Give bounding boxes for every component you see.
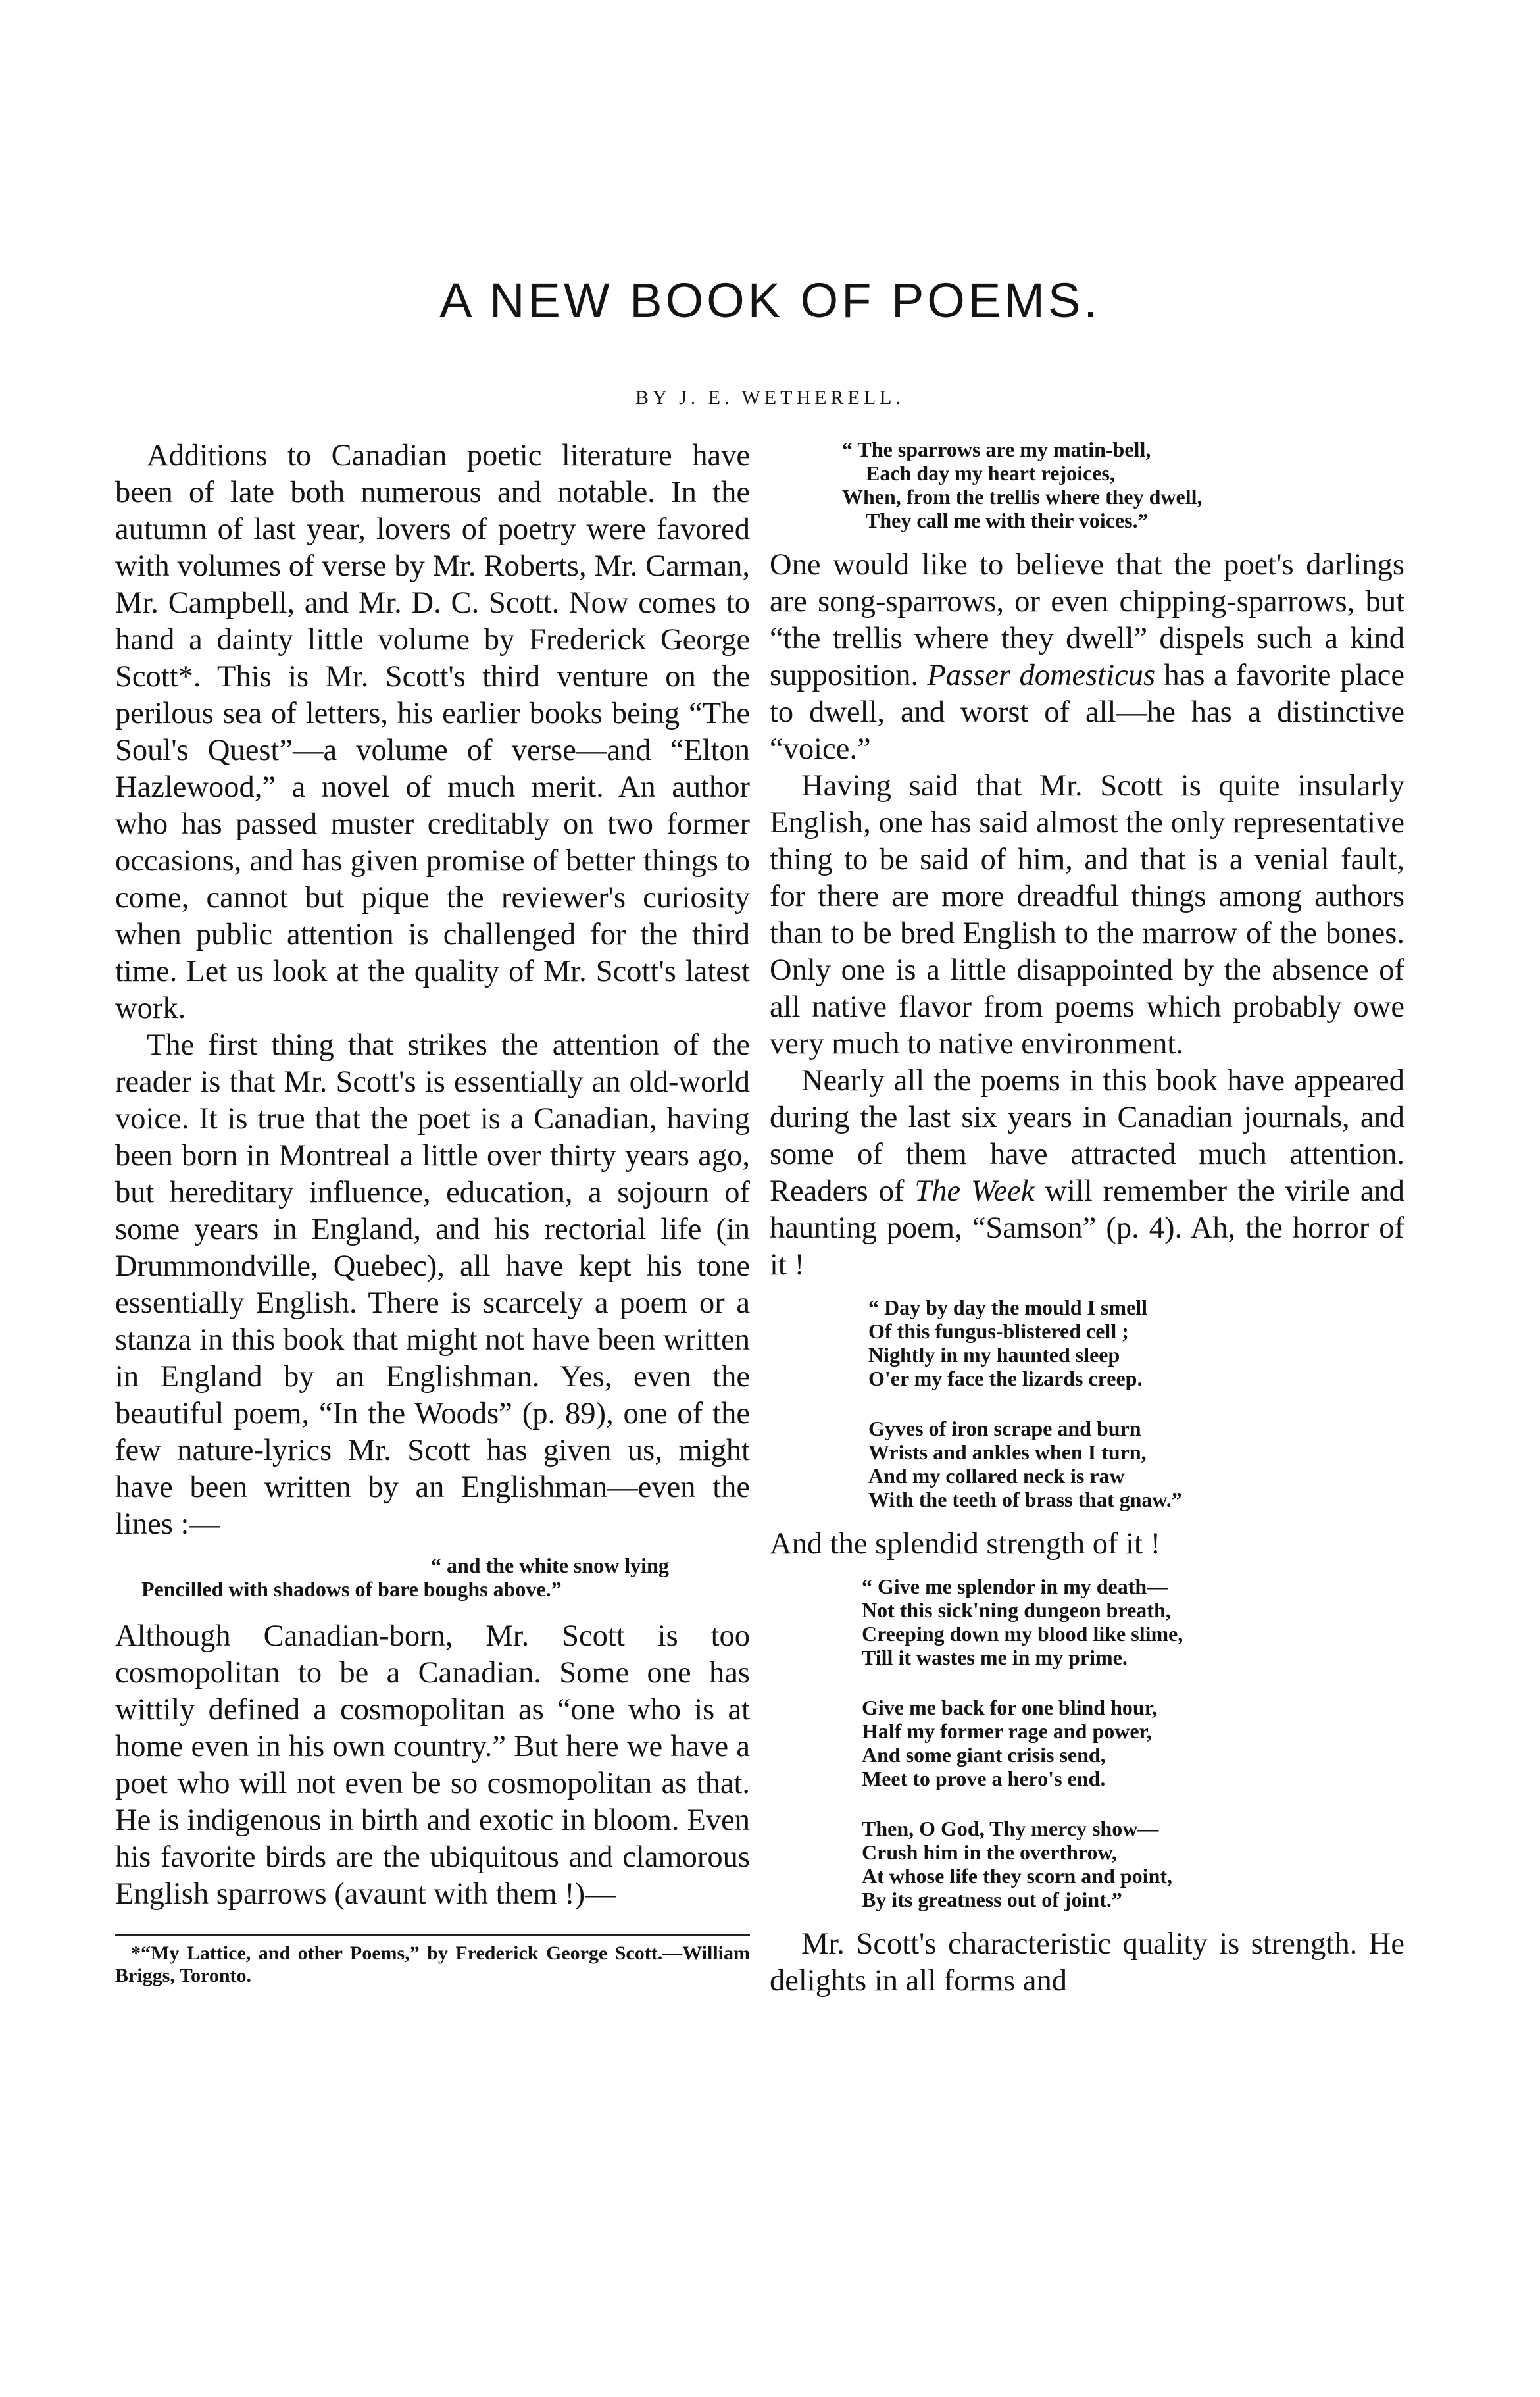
verse-line: Pencilled with shadows of bare boughs above.” (141, 1577, 562, 1601)
paragraph-sparrows-end: has a favorite place to dwell, and worst of all—he has a distinctive “voice.” (770, 659, 1405, 766)
paragraph-cosmopolitan: Although Canadian-born, Mr. Scott is too cosmopolitan to be a Canadian. Some one has wittily defined a cosmopolitan as “one who is at home even in his own country.” But here we have a poet who will not even be so cosmopolitan as that. He is indigenous in birth and exotic in bloom. Even his favorite birds are the ubiquitous and clamorous English sparrows (avaunt with them !)— (115, 1619, 750, 1911)
article-byline: BY J. E. WETHERELL. (635, 387, 905, 409)
stanza (868, 1417, 1404, 1511)
stanza (862, 1575, 1404, 1669)
right-column (770, 438, 1404, 2000)
quote-sparrows (770, 438, 1404, 532)
verse-line: Nightly in my haunted sleep (868, 1343, 1120, 1367)
verse-line: Each day my heart rejoices, (866, 461, 1115, 485)
paragraph-samson-text: Nearly all the poems in this book have appeared during the last six years in Canadian journals, and some of them have attracted much attention. Readers of (770, 1064, 1404, 1208)
verse-line: Gyves of iron scrape and burn (868, 1417, 1141, 1440)
paragraph-sparrows (770, 547, 1404, 768)
verse-line: Till it wastes me in my prime. (862, 1646, 1128, 1669)
verse-line: Of this fungus-blistered cell ; (868, 1319, 1129, 1343)
article-title: A NEW BOOK OF POEMS. (439, 273, 1101, 328)
verse-line: With the teeth of brass that gnaw.” (868, 1488, 1182, 1511)
footnote: *“My Lattice, and other Poems,” by Frederick George Scott.—William Briggs, Toronto. (115, 1942, 750, 1986)
verse-line: O'er my face the lizards creep. (868, 1367, 1143, 1390)
verse-line: “ and the white snow lying (431, 1553, 669, 1577)
footnote-divider (115, 1934, 750, 1936)
verse-line: When, from the trellis where they dwell, (842, 485, 1203, 509)
quote-splendor (770, 1575, 1404, 1911)
left-column (115, 438, 750, 1987)
stanza (842, 438, 1404, 532)
paragraph-samson-end: will remember the virile and haunting poem, “Samson” (p. 4). Ah, the horror of it ! (770, 1174, 1405, 1282)
verse-line: They call me with their voices.” (866, 509, 1149, 532)
paragraph-splendid-strength: And the splendid strength of it ! (770, 1527, 1161, 1561)
verse-line: “ Give me splendor in my death— (862, 1575, 1168, 1598)
paragraph-samson (770, 1063, 1404, 1284)
verse-line: And my collared neck is raw (868, 1464, 1125, 1488)
verse-line: Creeping down my blood like slime, (862, 1622, 1183, 1646)
paragraph-intro: Additions to Canadian poetic literature have been of late both numerous and notable. In the autumn of last year, lovers of poetry were favored with volumes of verse by Mr. Roberts, Mr. Carman, Mr. Campbell, and Mr. D. C. Scott. Now comes to hand a dainty little volume by Frederick George Scott*. This is Mr. Scott's third venture on the perilous sea of letters, his earlier books being “The Soul's Quest”—a volume of verse—and “Elton Hazlewood,” a novel of much merit. An author who has passed muster creditably on two former occasions, and has given promise of better things to come, cannot but pique the reviewer's curiosity when public attention is challenged for the third time. Let us look at the quality of Mr. Scott's latest work. (115, 439, 750, 1025)
quote-white-snow (115, 1553, 750, 1601)
stanza (862, 1696, 1404, 1790)
verse-line: “ Day by day the mould I smell (868, 1296, 1148, 1319)
paragraph-characteristic-quality: Mr. Scott's characteristic quality is strength. He delights in all forms and (770, 1927, 1404, 1998)
stanza (868, 1296, 1404, 1390)
paragraph-sparrows-text: One would like to believe that the poet's darlings are song-sparrows, or even chipping-sparrows, but “the trellis where they dwell” dispels such a kind supposition. (770, 548, 1404, 692)
verse-line: At whose life they scorn and point, (862, 1864, 1173, 1888)
verse-line: Meet to prove a hero's end. (862, 1767, 1106, 1790)
verse-line: Crush him in the overthrow, (862, 1840, 1117, 1864)
quote-samson (770, 1296, 1404, 1511)
verse-line: Give me back for one blind hour, (862, 1696, 1157, 1719)
paragraph-insularly-english: Having said that Mr. Scott is quite insularly English, one has said almost the only representative thing to be said of him, and that is a venial fault, for there are more dreadful things among authors than to be bred English to the marrow of the bones. Only one is a little disappointed by the absence of all native flavor from poems which probably owe very much to native environment. (770, 769, 1404, 1061)
verse-line: Not this sick'ning dungeon breath, (862, 1598, 1171, 1622)
verse-line: Wrists and ankles when I turn, (868, 1440, 1147, 1464)
latin-name: Passer domesticus (927, 659, 1156, 692)
verse-line: “ The sparrows are my matin-bell, (842, 438, 1151, 461)
paragraph-old-world-voice: The first thing that strikes the attention of the reader is that Mr. Scott's is essentially an old-world voice. It is true that the poet is a Canadian, having been born in Montreal a little over thirty years ago, but hereditary influence, education, a sojourn of some years in England, and his rectorial life (in Drummondville, Quebec), all have kept his tone essentially English. There is scarcely a poem or a stanza in this book that might not have been written in England by an Englishman. Yes, even the beautiful poem, “In the Woods” (p. 89), one of the few nature-lyrics Mr. Scott has given us, might have been written by an Englishman—even the lines :— (115, 1028, 750, 1541)
verse-line: By its greatness out of joint.” (862, 1888, 1122, 1911)
verse-line: And some giant crisis send, (862, 1743, 1106, 1767)
verse-line: Then, O God, Thy mercy show— (862, 1817, 1159, 1840)
stanza (862, 1817, 1404, 1911)
journal-name: The Week (914, 1174, 1035, 1208)
verse-line: Half my former rage and power, (862, 1719, 1152, 1743)
